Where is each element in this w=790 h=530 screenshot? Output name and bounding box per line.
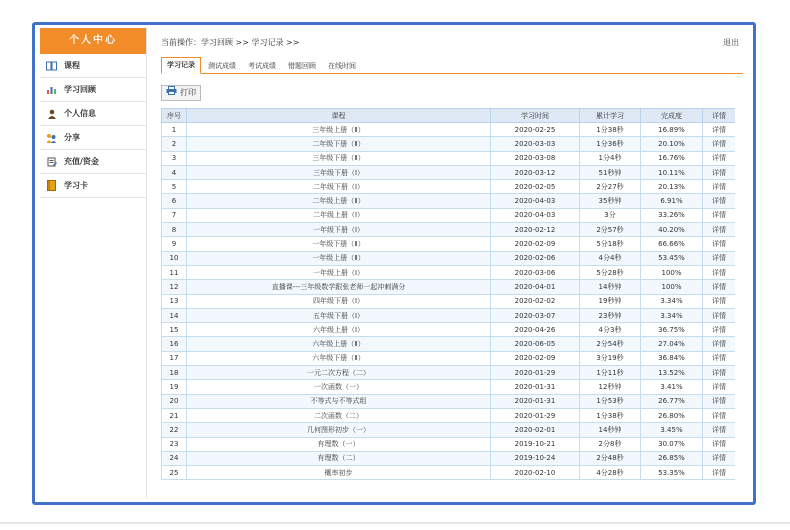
cell-completion: 13.52% xyxy=(641,366,703,380)
cell-details[interactable]: 详情 xyxy=(703,408,736,422)
table-row xyxy=(162,366,736,380)
cell-course: 一年级下册（Ⅱ） xyxy=(187,237,491,251)
records-table xyxy=(161,108,735,480)
table-row xyxy=(162,180,736,194)
cell-index: 1 xyxy=(162,123,187,137)
cell-study-time: 2020-02-10 xyxy=(491,466,580,480)
cell-completion: 53.45% xyxy=(641,251,703,265)
cell-completion: 26.80% xyxy=(641,408,703,422)
cell-details[interactable]: 详情 xyxy=(703,437,736,451)
cell-index: 12 xyxy=(162,280,187,294)
sidebar-item-label: 个人信息 xyxy=(64,109,96,118)
header-total-study: 累计学习 xyxy=(580,109,641,123)
tab-test-scores[interactable]: 测试成绩 xyxy=(208,62,236,70)
cell-total-study: 51秒钟 xyxy=(580,165,641,179)
cell-study-time: 2020-01-29 xyxy=(491,408,580,422)
table-row xyxy=(162,294,736,308)
cell-index: 6 xyxy=(162,194,187,208)
cell-course: 三年级上册（Ⅱ） xyxy=(187,123,491,137)
cell-study-time: 2020-03-03 xyxy=(491,137,580,151)
cell-total-study: 5分28秒 xyxy=(580,265,641,279)
header-index: 序号 xyxy=(162,109,187,123)
cell-completion: 100% xyxy=(641,280,703,294)
cell-completion: 66.66% xyxy=(641,237,703,251)
cell-details[interactable]: 详情 xyxy=(703,223,736,237)
cell-study-time: 2020-01-31 xyxy=(491,380,580,394)
cell-study-time: 2020-03-08 xyxy=(491,151,580,165)
cell-total-study: 1分4秒 xyxy=(580,151,641,165)
page-bottom-divider xyxy=(0,522,790,524)
cell-completion: 53.35% xyxy=(641,466,703,480)
cell-completion: 3.34% xyxy=(641,308,703,322)
cell-index: 21 xyxy=(162,408,187,422)
table-row xyxy=(162,380,736,394)
table-row xyxy=(162,280,736,294)
tab-exam-scores[interactable]: 考试成绩 xyxy=(248,62,276,70)
table-row xyxy=(162,151,736,165)
cell-course: 二年级上册（Ⅰ） xyxy=(187,208,491,222)
wallet-icon xyxy=(46,156,57,167)
cell-study-time: 2020-03-12 xyxy=(491,165,580,179)
cell-details[interactable]: 详情 xyxy=(703,165,736,179)
cell-index: 17 xyxy=(162,351,187,365)
table-header-row xyxy=(162,109,736,123)
cell-details[interactable]: 详情 xyxy=(703,280,736,294)
header-study-time: 学习时间 xyxy=(491,109,580,123)
cell-total-study: 12秒钟 xyxy=(580,380,641,394)
logout-link[interactable]: 退出 xyxy=(723,38,739,47)
printer-icon xyxy=(166,86,177,100)
cell-study-time: 2020-02-05 xyxy=(491,180,580,194)
table-row xyxy=(162,123,736,137)
cell-details[interactable]: 详情 xyxy=(703,137,736,151)
header-completion: 完成度 xyxy=(641,109,703,123)
cell-course: 三年级下册（Ⅰ） xyxy=(187,165,491,179)
tab-bar xyxy=(161,58,743,74)
cell-study-time: 2020-01-31 xyxy=(491,394,580,408)
cell-index: 18 xyxy=(162,366,187,380)
cell-total-study: 19秒钟 xyxy=(580,294,641,308)
tab-online-time[interactable]: 在线时间 xyxy=(328,62,356,70)
table-row xyxy=(162,237,736,251)
header-details: 详情 xyxy=(703,109,736,123)
cell-study-time: 2020-02-25 xyxy=(491,123,580,137)
cell-details[interactable]: 详情 xyxy=(703,351,736,365)
cell-index: 19 xyxy=(162,380,187,394)
cell-details[interactable]: 详情 xyxy=(703,323,736,337)
cell-study-time: 2020-02-01 xyxy=(491,423,580,437)
cell-details[interactable]: 详情 xyxy=(703,265,736,279)
sidebar-item-label: 学习卡 xyxy=(64,181,88,190)
cell-total-study: 1分36秒 xyxy=(580,137,641,151)
cell-course: 有理数（一） xyxy=(187,437,491,451)
cell-completion: 3.41% xyxy=(641,380,703,394)
table-row xyxy=(162,165,736,179)
cell-completion: 100% xyxy=(641,265,703,279)
cell-study-time: 2019-10-24 xyxy=(491,451,580,465)
table-row xyxy=(162,337,736,351)
sidebar-item-review[interactable] xyxy=(40,78,146,102)
cell-course: 二年级上册（Ⅱ） xyxy=(187,194,491,208)
cell-completion: 26.77% xyxy=(641,394,703,408)
cell-completion: 16.89% xyxy=(641,123,703,137)
cell-course: 几何图形初步（一） xyxy=(187,423,491,437)
cell-total-study: 1分11秒 xyxy=(580,366,641,380)
cell-total-study: 3分 xyxy=(580,208,641,222)
cell-study-time: 2020-04-01 xyxy=(491,280,580,294)
cell-index: 3 xyxy=(162,151,187,165)
cell-study-time: 2020-02-12 xyxy=(491,223,580,237)
cell-total-study: 4分4秒 xyxy=(580,251,641,265)
cell-total-study: 23秒钟 xyxy=(580,308,641,322)
cell-index: 24 xyxy=(162,451,187,465)
cell-details[interactable]: 详情 xyxy=(703,423,736,437)
cell-details[interactable]: 详情 xyxy=(703,237,736,251)
cell-completion: 36.75% xyxy=(641,323,703,337)
cell-total-study: 1分38秒 xyxy=(580,408,641,422)
cell-total-study: 2分54秒 xyxy=(580,337,641,351)
cell-index: 4 xyxy=(162,165,187,179)
cell-study-time: 2020-04-03 xyxy=(491,208,580,222)
print-label: 打印 xyxy=(180,88,196,97)
records-table-container[interactable] xyxy=(161,108,735,500)
share-icon xyxy=(46,132,57,143)
cell-index: 5 xyxy=(162,180,187,194)
cell-course: 不等式与不等式组 xyxy=(187,394,491,408)
cell-completion: 10.11% xyxy=(641,165,703,179)
cell-course: 一年级上册（Ⅱ） xyxy=(187,251,491,265)
cell-total-study: 1分53秒 xyxy=(580,394,641,408)
cell-details[interactable]: 详情 xyxy=(703,380,736,394)
cell-completion: 3.34% xyxy=(641,294,703,308)
cell-study-time: 2020-01-29 xyxy=(491,366,580,380)
cell-details[interactable]: 详情 xyxy=(703,180,736,194)
cell-course: 有理数（二） xyxy=(187,451,491,465)
cell-completion: 40.20% xyxy=(641,223,703,237)
table-row xyxy=(162,351,736,365)
cell-total-study: 14秒钟 xyxy=(580,423,641,437)
cell-details[interactable]: 详情 xyxy=(703,194,736,208)
cell-completion: 30.07% xyxy=(641,437,703,451)
cell-index: 20 xyxy=(162,394,187,408)
cell-course: 二年级下册（Ⅱ） xyxy=(187,137,491,151)
table-row xyxy=(162,451,736,465)
table-row xyxy=(162,251,736,265)
cell-course: 二次函数（二） xyxy=(187,408,491,422)
cell-total-study: 2分8秒 xyxy=(580,437,641,451)
table-row xyxy=(162,194,736,208)
cell-completion: 20.13% xyxy=(641,180,703,194)
cell-total-study: 2分48秒 xyxy=(580,451,641,465)
cell-completion: 6.91% xyxy=(641,194,703,208)
breadcrumb: 当前操作：学习回顾 >> 学习记录 >> xyxy=(161,38,300,47)
cell-details[interactable]: 详情 xyxy=(703,251,736,265)
cell-course: 三年级下册（Ⅱ） xyxy=(187,151,491,165)
table-row xyxy=(162,323,736,337)
sidebar-item-label: 课程 xyxy=(64,61,80,70)
cell-index: 9 xyxy=(162,237,187,251)
table-row xyxy=(162,423,736,437)
cell-study-time: 2020-06-05 xyxy=(491,337,580,351)
table-row xyxy=(162,137,736,151)
table-row xyxy=(162,408,736,422)
cell-study-time: 2019-10-21 xyxy=(491,437,580,451)
sidebar xyxy=(40,28,147,498)
cell-total-study: 2分57秒 xyxy=(580,223,641,237)
cell-course: 五年级下册（Ⅰ） xyxy=(187,308,491,322)
cell-completion: 3.45% xyxy=(641,423,703,437)
cell-course: 直播课---三年级数学跟张老师一起冲刺满分 xyxy=(187,280,491,294)
table-row xyxy=(162,437,736,451)
cell-total-study: 1分38秒 xyxy=(580,123,641,137)
cell-course: 四年级下册（Ⅰ） xyxy=(187,294,491,308)
cell-index: 15 xyxy=(162,323,187,337)
cell-index: 22 xyxy=(162,423,187,437)
cell-completion: 27.04% xyxy=(641,337,703,351)
cell-total-study: 35秒钟 xyxy=(580,194,641,208)
table-row xyxy=(162,466,736,480)
sidebar-item-recharge[interactable] xyxy=(40,150,146,174)
cell-details[interactable]: 详情 xyxy=(703,466,736,480)
cell-course: 六年级上册（Ⅰ） xyxy=(187,323,491,337)
cell-index: 16 xyxy=(162,337,187,351)
cell-study-time: 2020-02-06 xyxy=(491,251,580,265)
table-row xyxy=(162,223,736,237)
bar-chart-icon xyxy=(46,84,57,95)
table-row xyxy=(162,265,736,279)
cell-index: 13 xyxy=(162,294,187,308)
cell-course: 一年级下册（Ⅰ） xyxy=(187,223,491,237)
cell-index: 7 xyxy=(162,208,187,222)
sidebar-item-label: 分享 xyxy=(64,133,80,142)
cell-index: 23 xyxy=(162,437,187,451)
cell-details[interactable]: 详情 xyxy=(703,451,736,465)
cell-details[interactable]: 详情 xyxy=(703,308,736,322)
cell-course: 六年级下册（Ⅱ） xyxy=(187,351,491,365)
sidebar-item-courses[interactable] xyxy=(40,54,146,78)
cell-total-study: 3分19秒 xyxy=(580,351,641,365)
cell-completion: 16.76% xyxy=(641,151,703,165)
cell-total-study: 2分27秒 xyxy=(580,180,641,194)
cell-total-study: 4分28秒 xyxy=(580,466,641,480)
cell-course: 一年级上册（Ⅰ） xyxy=(187,265,491,279)
table-row xyxy=(162,308,736,322)
print-button[interactable] xyxy=(161,85,201,101)
cell-index: 11 xyxy=(162,265,187,279)
sidebar-item-share[interactable] xyxy=(40,126,146,150)
user-icon xyxy=(46,108,57,119)
cell-index: 2 xyxy=(162,137,187,151)
cell-completion: 33.26% xyxy=(641,208,703,222)
cell-course: 六年级上册（Ⅱ） xyxy=(187,337,491,351)
cell-details[interactable]: 详情 xyxy=(703,208,736,222)
cell-study-time: 2020-04-26 xyxy=(491,323,580,337)
book-icon xyxy=(46,60,57,71)
cell-study-time: 2020-02-02 xyxy=(491,294,580,308)
main-frame xyxy=(32,22,756,505)
sidebar-item-label: 充值/资金 xyxy=(64,157,99,166)
cell-index: 14 xyxy=(162,308,187,322)
cell-completion: 20.10% xyxy=(641,137,703,151)
table-row xyxy=(162,208,736,222)
cell-details[interactable]: 详情 xyxy=(703,151,736,165)
tab-study-records[interactable]: 学习记录 xyxy=(161,57,201,74)
cell-index: 8 xyxy=(162,223,187,237)
cell-index: 10 xyxy=(162,251,187,265)
cell-study-time: 2020-04-03 xyxy=(491,194,580,208)
cell-total-study: 5分18秒 xyxy=(580,237,641,251)
cell-details[interactable]: 详情 xyxy=(703,366,736,380)
tab-mistake-review[interactable]: 错题回顾 xyxy=(288,62,316,70)
table-row xyxy=(162,394,736,408)
card-icon xyxy=(46,180,57,191)
cell-index: 25 xyxy=(162,466,187,480)
cell-course: 一次函数（一） xyxy=(187,380,491,394)
cell-total-study: 14秒钟 xyxy=(580,280,641,294)
sidebar-item-profile[interactable] xyxy=(40,102,146,126)
cell-study-time: 2020-02-09 xyxy=(491,237,580,251)
header-course: 课程 xyxy=(187,109,491,123)
cell-course: 二年级下册（Ⅰ） xyxy=(187,180,491,194)
cell-completion: 36.84% xyxy=(641,351,703,365)
sidebar-item-label: 学习回顾 xyxy=(64,85,96,94)
cell-study-time: 2020-03-06 xyxy=(491,265,580,279)
sidebar-item-study-card[interactable] xyxy=(40,174,146,198)
sidebar-title: 个人中心 xyxy=(40,28,146,54)
cell-course: 一元二次方程（二） xyxy=(187,366,491,380)
cell-completion: 26.85% xyxy=(641,451,703,465)
cell-details[interactable]: 详情 xyxy=(703,394,736,408)
cell-course: 概率初步 xyxy=(187,466,491,480)
cell-details[interactable]: 详情 xyxy=(703,123,736,137)
cell-study-time: 2020-02-09 xyxy=(491,351,580,365)
cell-study-time: 2020-03-07 xyxy=(491,308,580,322)
cell-details[interactable]: 详情 xyxy=(703,337,736,351)
cell-total-study: 4分3秒 xyxy=(580,323,641,337)
cell-details[interactable]: 详情 xyxy=(703,294,736,308)
main-content xyxy=(153,28,751,498)
